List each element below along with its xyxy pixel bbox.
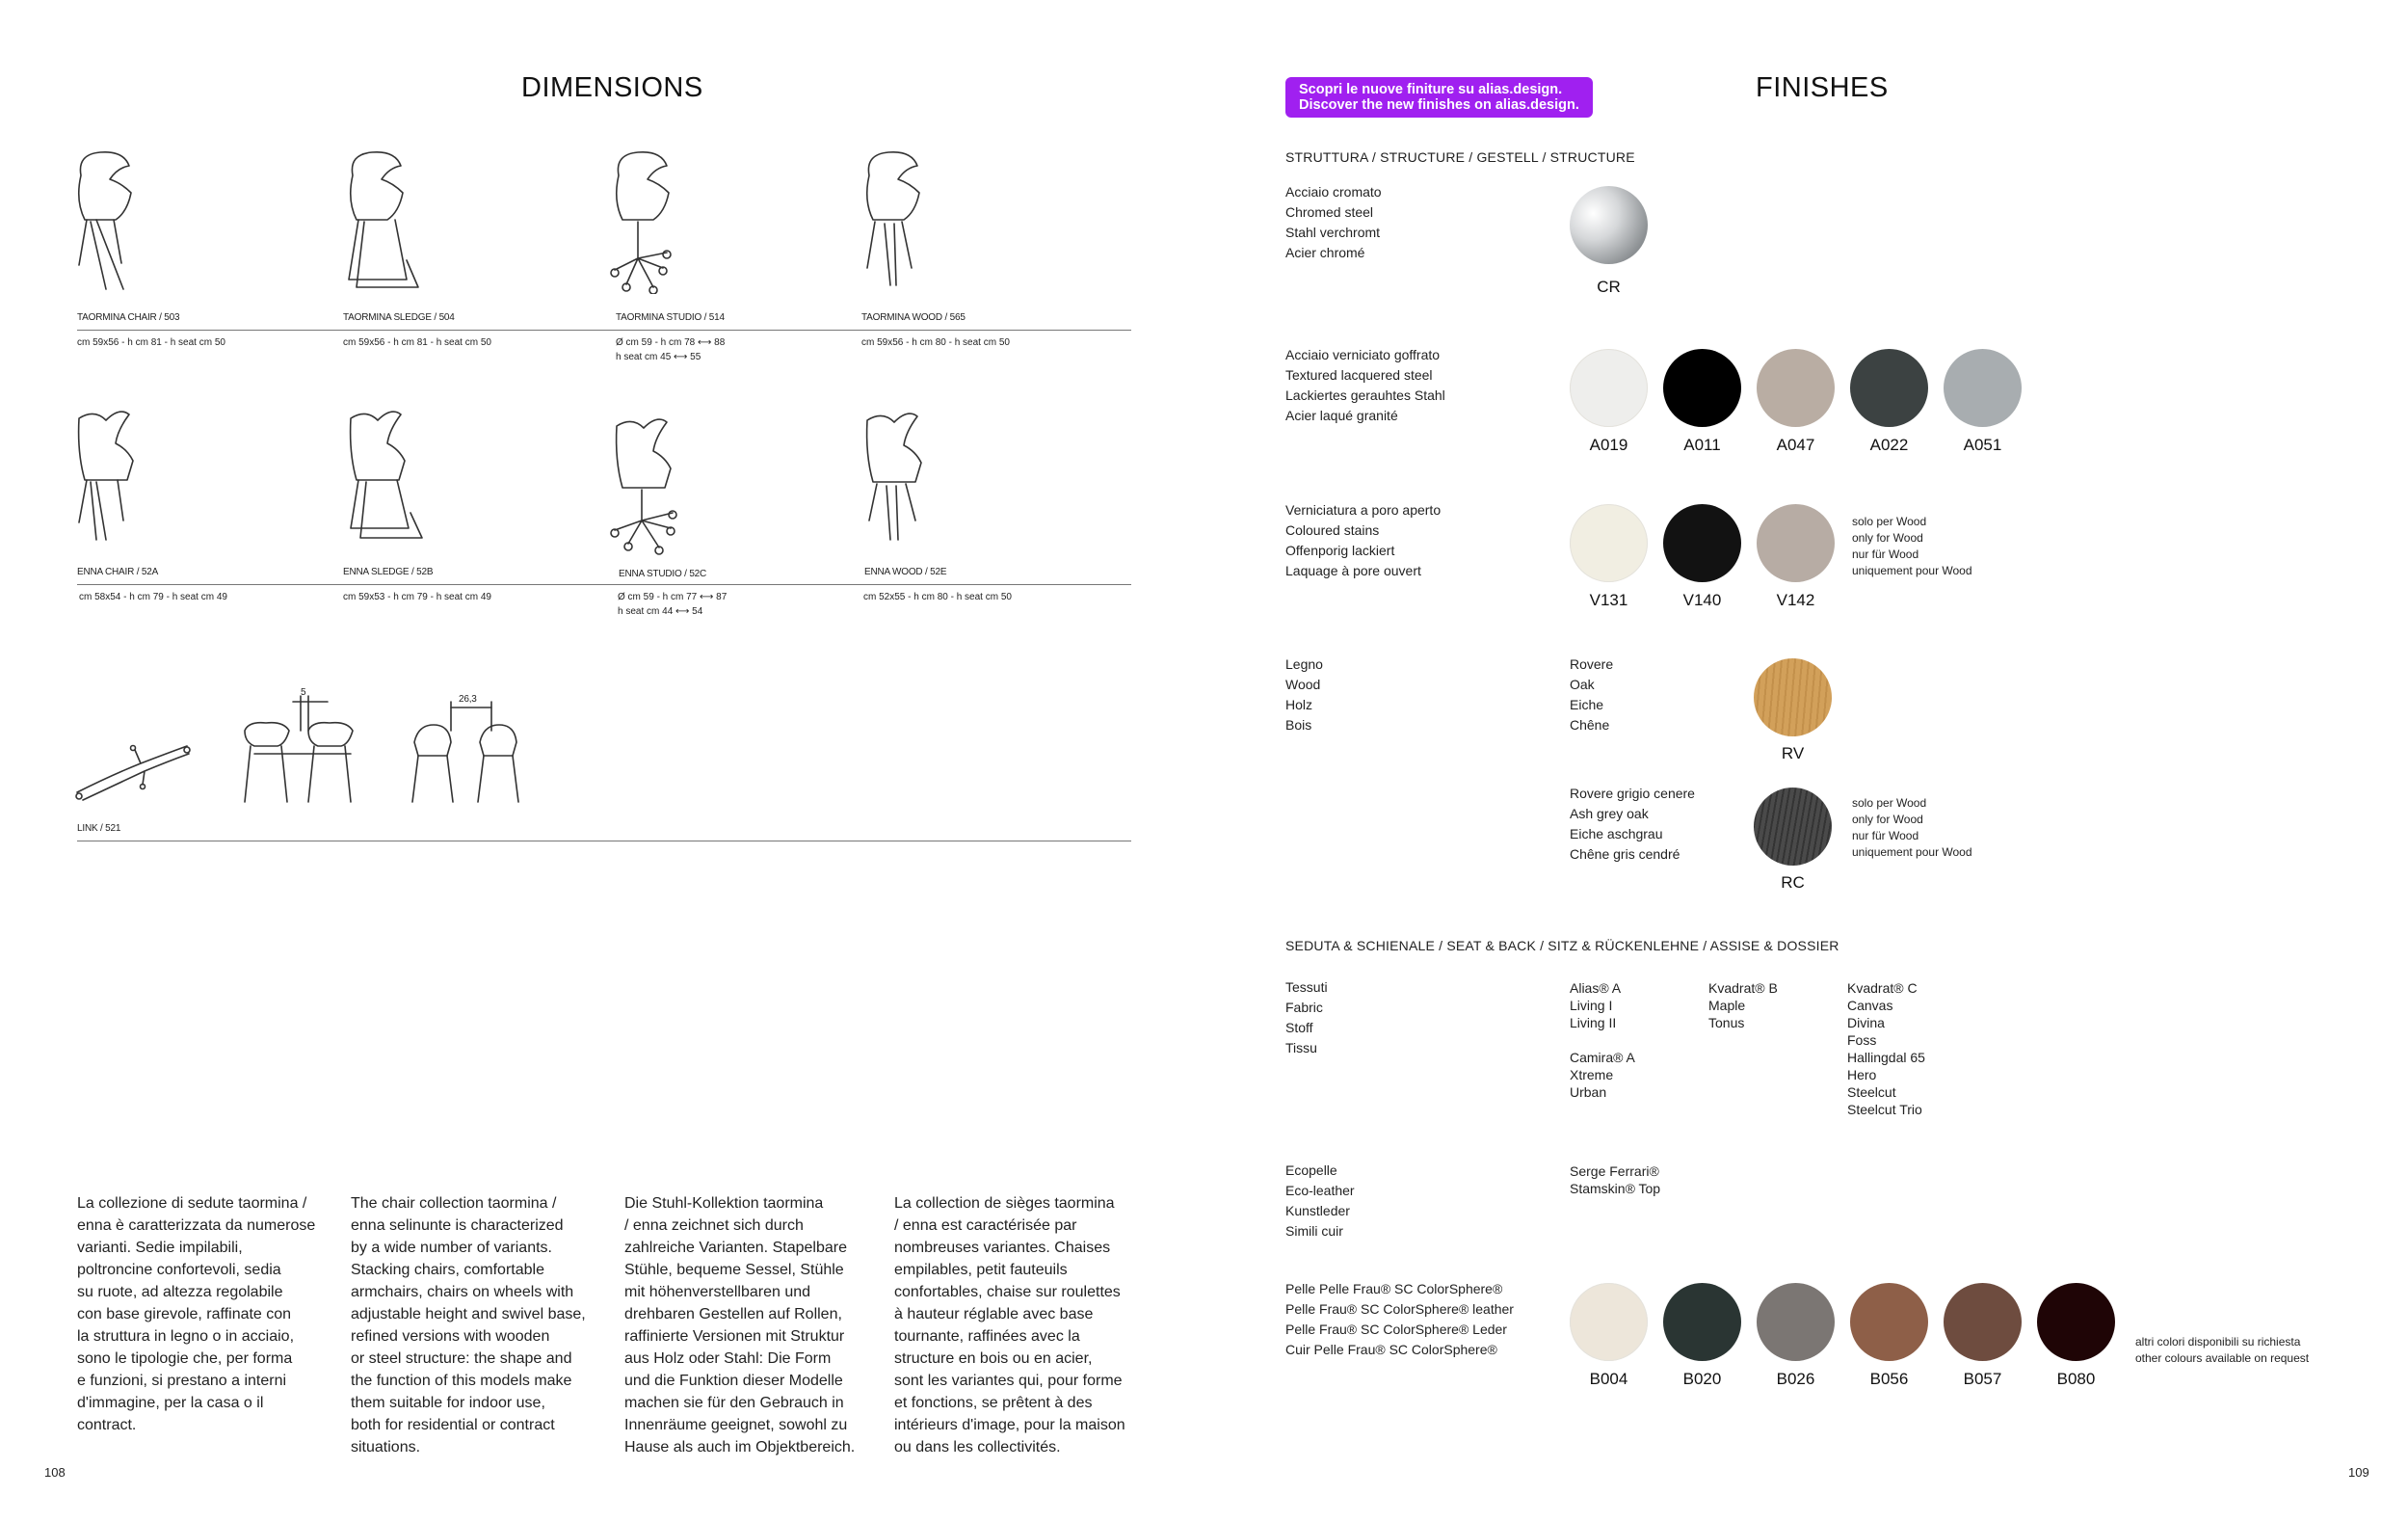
leather-note: altri colori disponibili su richiesta other colours available on request	[2135, 1335, 2310, 1365]
swatch-b020[interactable]	[1663, 1283, 1741, 1361]
stains-note: solo per Wood only for Wood nur für Wood uniquement pour Wood	[1852, 515, 1972, 577]
caption-enna-wood: ENNA WOOD / 52E	[864, 567, 947, 577]
code-a019: A019	[1589, 436, 1628, 454]
swatch-a047[interactable]	[1757, 349, 1835, 427]
wood-labels: Legno Wood Holz Bois	[1285, 656, 1323, 733]
code-a051: A051	[1963, 436, 2002, 454]
swatch-a022[interactable]	[1850, 349, 1928, 427]
code-rc: RC	[1781, 873, 1805, 892]
caption-taormina-chair: TAORMINA CHAIR / 503	[77, 312, 180, 323]
dims-taormina-sledge: cm 59x56 - h cm 81 - h seat cm 50	[343, 337, 491, 348]
code-b004: B004	[1589, 1370, 1628, 1388]
code-rv: RV	[1781, 744, 1805, 762]
textured-labels: Acciaio verniciato goffrato Textured lacquered steel Lackiertes gerauhtes Stahl Acier laqué granité	[1285, 347, 1445, 423]
enna-studio-drawing	[605, 413, 721, 557]
caption-enna-studio: ENNA STUDIO / 52C	[619, 569, 707, 579]
stains-labels: Verniciatura a poro aperto Coloured stains Offenporig lackiert Laquage à pore ouvert	[1285, 502, 1442, 578]
code-b057: B057	[1963, 1370, 2002, 1388]
swatch-b080[interactable]	[2037, 1283, 2115, 1361]
swatch-v142[interactable]	[1757, 504, 1835, 582]
fabric-col1: Alias® A Living I Living II Camira® A Xtreme Urban	[1570, 980, 1635, 1100]
swatch-cr[interactable]	[1570, 186, 1648, 264]
code-b020: B020	[1682, 1370, 1722, 1388]
swatch-a051[interactable]	[1944, 349, 2022, 427]
chrome-labels: Acciaio cromato Chromed steel Stahl verchromt Acier chromé	[1285, 184, 1382, 260]
dims-enna-studio: Ø cm 59 - h cm 77 ⟷ 87 h seat cm 44 ⟷ 54	[618, 592, 728, 617]
page-number-right: 109	[2348, 1465, 2369, 1480]
caption-taormina-sledge: TAORMINA SLEDGE / 504	[343, 312, 455, 323]
gap-label-5: 5	[301, 687, 306, 698]
link-pair-a-drawing	[237, 686, 382, 808]
code-b026: B026	[1776, 1370, 1815, 1388]
swatch-b056[interactable]	[1850, 1283, 1928, 1361]
enna-sledge-drawing	[339, 405, 455, 549]
caption-link: LINK / 521	[77, 823, 121, 834]
swatch-b004[interactable]	[1570, 1283, 1648, 1361]
ecoleather-values: Serge Ferrari® Stamskin® Top	[1570, 1163, 1661, 1196]
oak-labels: Rovere Oak Eiche Chêne	[1570, 656, 1614, 733]
finishes-title: FINISHES	[1756, 72, 1889, 103]
page-number-left: 108	[44, 1465, 66, 1480]
wood-note: solo per Wood only for Wood nur für Wood uniquement pour Wood	[1852, 796, 1972, 859]
paragraph-german: Die Stuhl-Kollektion taormina / enna zeichnet sich durch zahlreiche Varianten. Stapelbare Stühle, bequeme Sessel, Stühle mit höhenverstellbaren und drehbaren Gestellen auf Rollen, raffinierte Versionen mit Struktur aus Holz oder Stahl: Die Form und die Funktion dieser Modelle machen sie für den Gebrauch in Innenräume geeignet, sowohl zu Hause als auch im Objektbereich.	[624, 1195, 856, 1455]
code-a047: A047	[1776, 436, 1815, 454]
swatch-a011[interactable]	[1663, 349, 1741, 427]
code-v140: V140	[1682, 591, 1722, 609]
ecoleather-labels: Ecopelle Eco-leather Kunstleder Simili cuir	[1285, 1162, 1355, 1239]
fabric-labels: Tessuti Fabric Stoff Tissu	[1285, 979, 1328, 1055]
taormina-sledge-drawing	[339, 145, 455, 294]
swatch-b057[interactable]	[1944, 1283, 2022, 1361]
enna-wood-drawing	[856, 407, 971, 551]
dims-enna-chair: cm 58x54 - h cm 79 - h seat cm 49	[79, 592, 227, 602]
structure-heading: STRUTTURA / STRUCTURE / GESTELL / STRUCTURE	[1285, 149, 1635, 165]
caption-taormina-studio: TAORMINA STUDIO / 514	[616, 312, 725, 323]
link-drawing	[73, 725, 198, 808]
ash-labels: Rovere grigio cenere Ash grey oak Eiche aschgrau Chêne gris cendré	[1570, 786, 1695, 862]
code-b080: B080	[2056, 1370, 2096, 1388]
caption-taormina-wood: TAORMINA WOOD / 565	[861, 312, 966, 323]
code-b056: B056	[1869, 1370, 1909, 1388]
swatch-b026[interactable]	[1757, 1283, 1835, 1361]
caption-enna-sledge: ENNA SLEDGE / 52B	[343, 567, 434, 577]
divider	[77, 584, 1131, 585]
taormina-wood-drawing	[856, 145, 971, 294]
paragraph-italian: La collezione di sedute taormina / enna è caratterizzata da numerose varianti. Sedie impilabili, poltroncine confortevoli, sedia su ruote, ad altezza regolabile con base girevole, raffinate con la struttura in legno o in acciaio, sono le tipologie che, per forma e funzioni, si prestano a interni d'immagine, per la casa o il contract.	[77, 1195, 316, 1433]
paragraph-english: The chair collection taormina / enna selinunte is characterized by a wide number of variants. Stacking chairs, comfortable armchairs, chairs on wheels with adjustable height and swivel base, refined versions with wooden or steel structure: the shape and the function of this models make them suitable for indoor use, both for residential or contract situations.	[351, 1195, 586, 1455]
gap-label-26-3: 26,3	[459, 694, 477, 705]
promo-banner[interactable]: Scopri le nuove finiture su alias.design. Discover the new finishes on alias.design.	[1285, 77, 1593, 118]
taormina-chair-drawing	[67, 145, 183, 294]
dims-taormina-studio: Ø cm 59 - h cm 78 ⟷ 88 h seat cm 45 ⟷ 55	[616, 337, 726, 362]
fabric-col2: Kvadrat® B Maple Tonus	[1708, 980, 1778, 1030]
link-pair-b-drawing	[405, 686, 549, 808]
dimensions-title: DIMENSIONS	[521, 72, 703, 103]
leather-labels: Pelle Pelle Frau® SC ColorSphere® Pelle Frau® SC ColorSphere® leather Pelle Frau® SC ColorSphere® Leder Cuir Pelle Frau® SC ColorSphere®	[1285, 1281, 1514, 1357]
swatch-rv[interactable]	[1754, 658, 1832, 736]
code-v142: V142	[1776, 591, 1815, 609]
dims-taormina-chair: cm 59x56 - h cm 81 - h seat cm 50	[77, 337, 225, 348]
dims-enna-sledge: cm 59x53 - h cm 79 - h seat cm 49	[343, 592, 491, 602]
taormina-studio-drawing	[605, 145, 721, 294]
fabric-col3: Kvadrat® C Canvas Divina Foss Hallingdal 65 Hero Steelcut Steelcut Trio	[1847, 980, 1925, 1117]
dims-taormina-wood: cm 59x56 - h cm 80 - h seat cm 50	[861, 337, 1010, 348]
enna-chair-drawing	[67, 405, 183, 549]
code-a011: A011	[1683, 436, 1721, 454]
code-v131: V131	[1589, 591, 1628, 609]
dims-enna-wood: cm 52x55 - h cm 80 - h seat cm 50	[863, 592, 1012, 602]
code-cr: CR	[1597, 278, 1621, 296]
swatch-v140[interactable]	[1663, 504, 1741, 582]
swatch-v131[interactable]	[1570, 504, 1648, 582]
caption-enna-chair: ENNA CHAIR / 52A	[77, 567, 159, 577]
swatch-a019[interactable]	[1570, 349, 1648, 427]
swatch-rc[interactable]	[1754, 788, 1832, 866]
code-a022: A022	[1869, 436, 1909, 454]
divider	[77, 330, 1131, 331]
paragraph-french: La collection de sièges taormina / enna est caractérisée par nombreuses variantes. Chaises empilables, petit fauteuils confortables, chaise sur roulettes à hauteur réglable avec base tournante, raffinées avec la structure en bois ou en acier, sont les variantes qui, pour forme et fonctions, se prêtent à des intérieurs d'image, pour la maison ou dans les collectivités.	[894, 1195, 1125, 1455]
seat-heading: SEDUTA & SCHIENALE / SEAT & BACK / SITZ & RÜCKENLEHNE / ASSISE & DOSSIER	[1285, 938, 1839, 953]
